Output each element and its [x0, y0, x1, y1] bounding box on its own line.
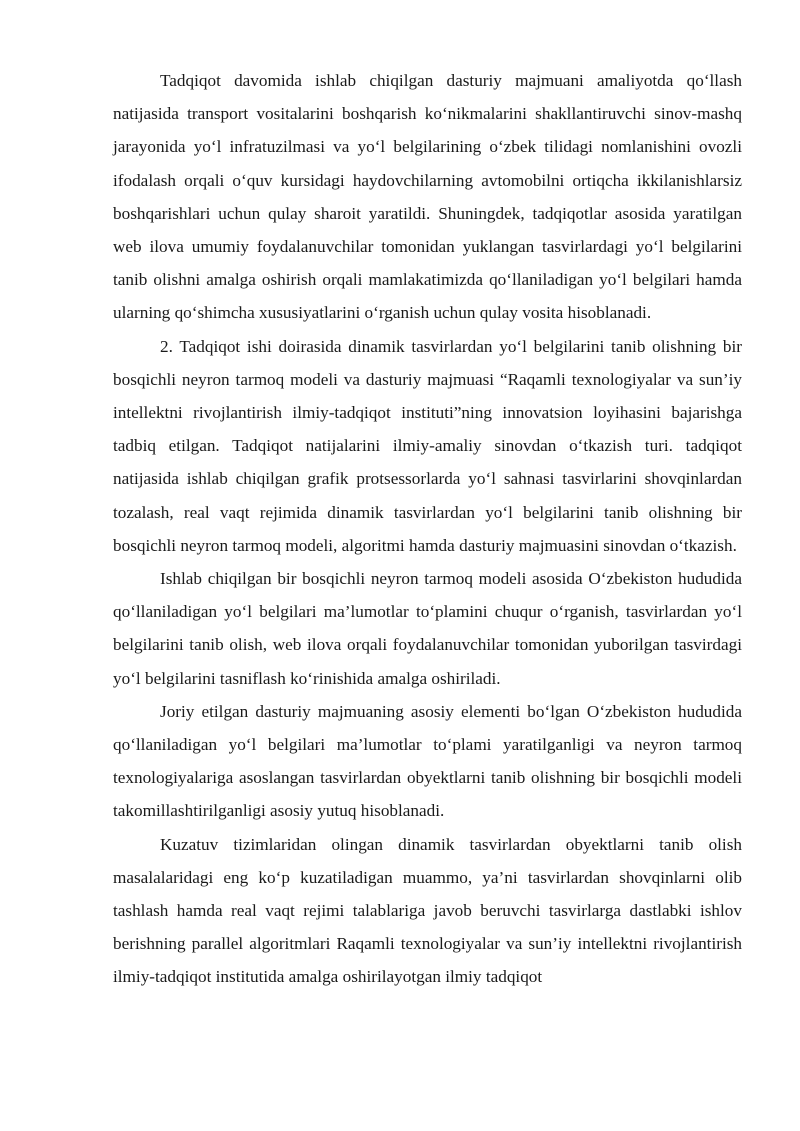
paragraph-5: Kuzatuv tizimlaridan olingan dinamik tasvirlardan obyektlarni tanib olish masalalaridagi eng ko‘p kuzatiladigan muammo, ya’ni tasvirlardan shovqinlarni olib tashlash hamda real vaqt rejimi talablariga javob beruvchi tasvirlarga dastlabki ishlov berishning parallel algoritmlari Raqamli texnologiyalar va sun’iy intellektni rivojlantirish ilmiy-tadqiqot institutida amalga oshirilayotgan ilmiy tadqiqot — [113, 834, 742, 987]
document-page — [113, 64, 742, 994]
paragraph-2: 2. Tadqiqot ishi doirasida dinamik tasvirlardan yo‘l belgilarini tanib olishning bir bosqichli neyron tarmoq modeli va dasturiy majmuasi “Raqamli texnologiyalar va sun’iy intellektni rivojlantirish ilmiy-tadqiqot instituti”ning innovatsion loyihasini bajarishga tadbiq etilgan. Tadqiqot natijalarini ilmiy-amaliy sinovdan o‘tkazish turi. tadqiqot natijasida ishlab chiqilgan grafik protsessorlarda yo‘l sahnasi tasvirlarini shovqinlardan tozalash, real vaqt rejimida dinamik tasvirlardan yo‘l belgilarini tanib olishning bir bosqichli neyron tarmoq modeli, algoritmi hamda dasturiy majmuasini sinovdan o‘tkazish. — [113, 336, 742, 555]
paragraph-1: Tadqiqot davomida ishlab chiqilgan dasturiy majmuani amaliyotda qo‘llash natijasida transport vositalarini boshqarish ko‘nikmalarini shakllantiruvchi sinov-mashq jarayonida yo‘l infratuzilmasi va yo‘l belgilarining o‘zbek tilidagi nomlanishini ovozli ifodalash orqali o‘quv kursidagi haydovchilarning avtomobilni ortiqcha ikkilanishlarsiz boshqarishlari uchun qulay sharoit yaratildi. Shuningdek, tadqiqotlar asosida yaratilgan web ilova umumiy foydalanuvchilar tomonidan yuklangan tasvirlardagi yo‘l belgilarini tanib olishni amalga oshirish orqali mamlakatimizda qo‘llaniladigan yo‘l belgilari hamda ularning qo‘shimcha xususiyatlarini o‘rganish uchun qulay vosita hisoblanadi. — [113, 71, 742, 323]
paragraph-4: Joriy etilgan dasturiy majmuaning asosiy elementi bo‘lgan O‘zbekiston hududida qo‘llaniladigan yo‘l belgilari ma’lumotlar to‘plami yaratilganligi va neyron tarmoq texnologiyalariga asoslangan tasvirlardan obyektlarni tanib olishning bir bosqichli modeli takomillashtirilganligi asosiy yutuq hisoblanadi. — [113, 701, 742, 821]
paragraph-3: Ishlab chiqilgan bir bosqichli neyron tarmoq modeli asosida O‘zbekiston hududida qo‘llaniladigan yo‘l belgilari ma’lumotlar to‘plamini chuqur o‘rganish, tasvirlardan yo‘l belgilarini tanib olish, web ilova orqali foydalanuvchilar tomonidan yuborilgan tasvirdagi yo‘l belgilarini tasniflash ko‘rinishida amalga oshiriladi. — [113, 569, 742, 688]
